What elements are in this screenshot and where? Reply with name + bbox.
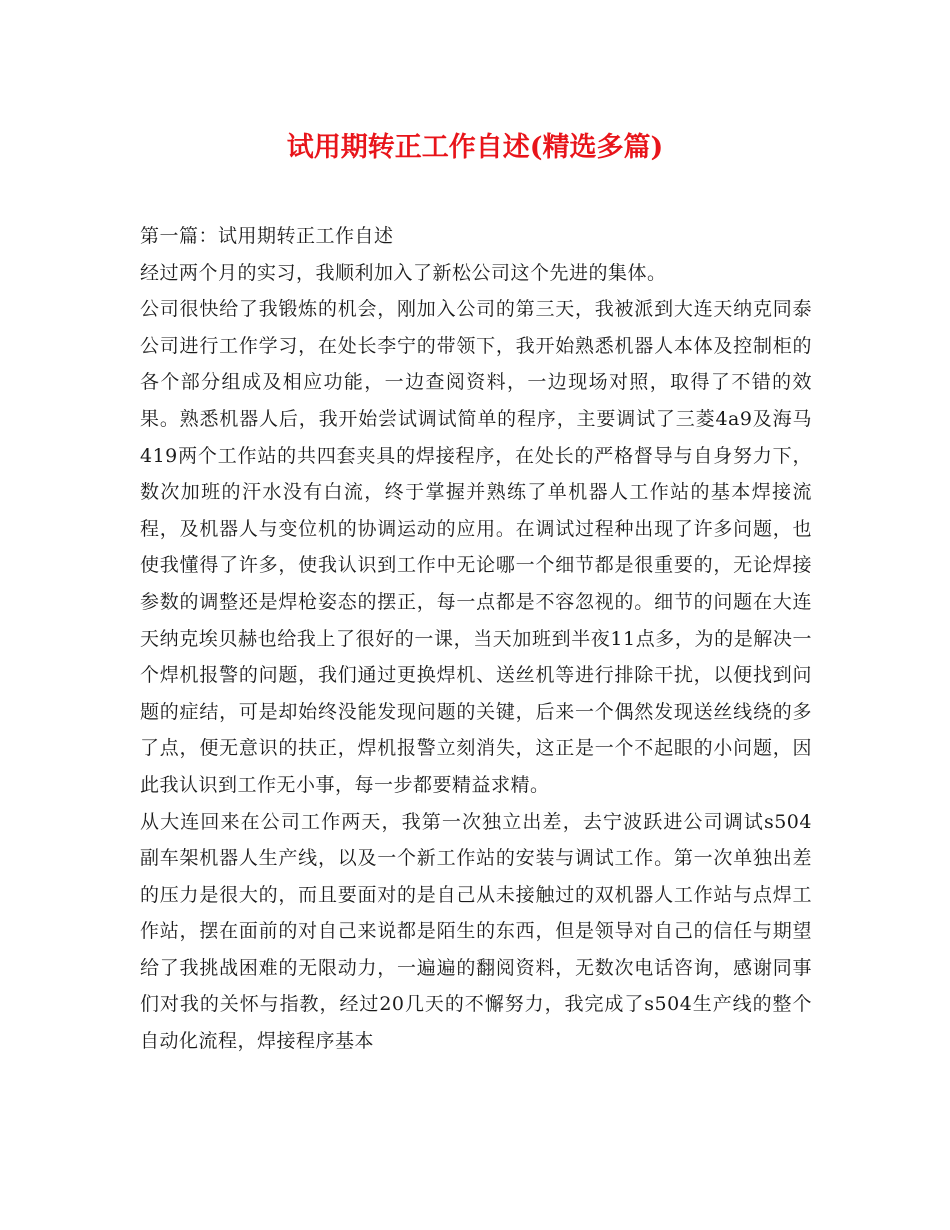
document-body: [140, 218, 812, 1060]
section-heading: 第一篇：试用期转正工作自述: [140, 225, 394, 247]
paragraph-1: 经过两个月的实习，我顺利加入了新松公司这个先进的集体。: [140, 261, 667, 284]
paragraph-3: 从大连回来在公司工作两天，我第一次独立出差，去宁波跃进公司调试s504副车架机器人生产线，以及一个新工作站的安装与调试工作。第一次单独出差的压力是很大的，而且要面对的是自己从未接触过的双机器人工作站与点焊工作站，摆在面前的对自己来说都是陌生的东西，但是领导对自己的信任与期望给了我挑战困难的无限动力，一遍遍的翻阅资料，无数次电话咨询，感谢同事们对我的关怀与指教，经过20几天的不懈努力，我完成了s504生产线的整个自动化流程，焊接程序基本: [140, 810, 812, 1053]
paragraph-2: 公司很快给了我锻炼的机会，刚加入公司的第三天，我被派到大连天纳克同泰公司进行工作学习，在处长李宁的带领下，我开始熟悉机器人本体及控制柜的各个部分组成及相应功能，一边查阅资料，一边现场对照，取得了不错的效果。熟悉机器人后，我开始尝试调试简单的程序，主要调试了三菱4a9及海马419两个工作站的共四套夹具的焊接程序，在处长的严格督导与自身努力下，数次加班的汗水没有白流，终于掌握并熟练了单机器人工作站的基本焊接流程，及机器人与变位机的协调运动的应用。在调试过程种出现了许多问题，也使我懂得了许多，使我认识到工作中无论哪一个细节都是很重要的，无论焊接参数的调整还是焊枪姿态的摆正，每一点都是不容忽视的。细节的问题在大连天纳克埃贝赫也给我上了很好的一课，当天加班到半夜11点多，为的是解决一个焊机报警的问题，我们通过更换焊机、送丝机等进行排除干扰，以便找到问题的症结，可是却始终没能发现问题的关键，后来一个偶然发现送丝线绕的多了点，便无意识的扶正，焊机报警立刻消失，这正是一个不起眼的小问题，因此我认识到工作无小事，每一步都要精益求精。: [140, 298, 812, 796]
document-title: 试用期转正工作自述(精选多篇): [286, 132, 664, 163]
